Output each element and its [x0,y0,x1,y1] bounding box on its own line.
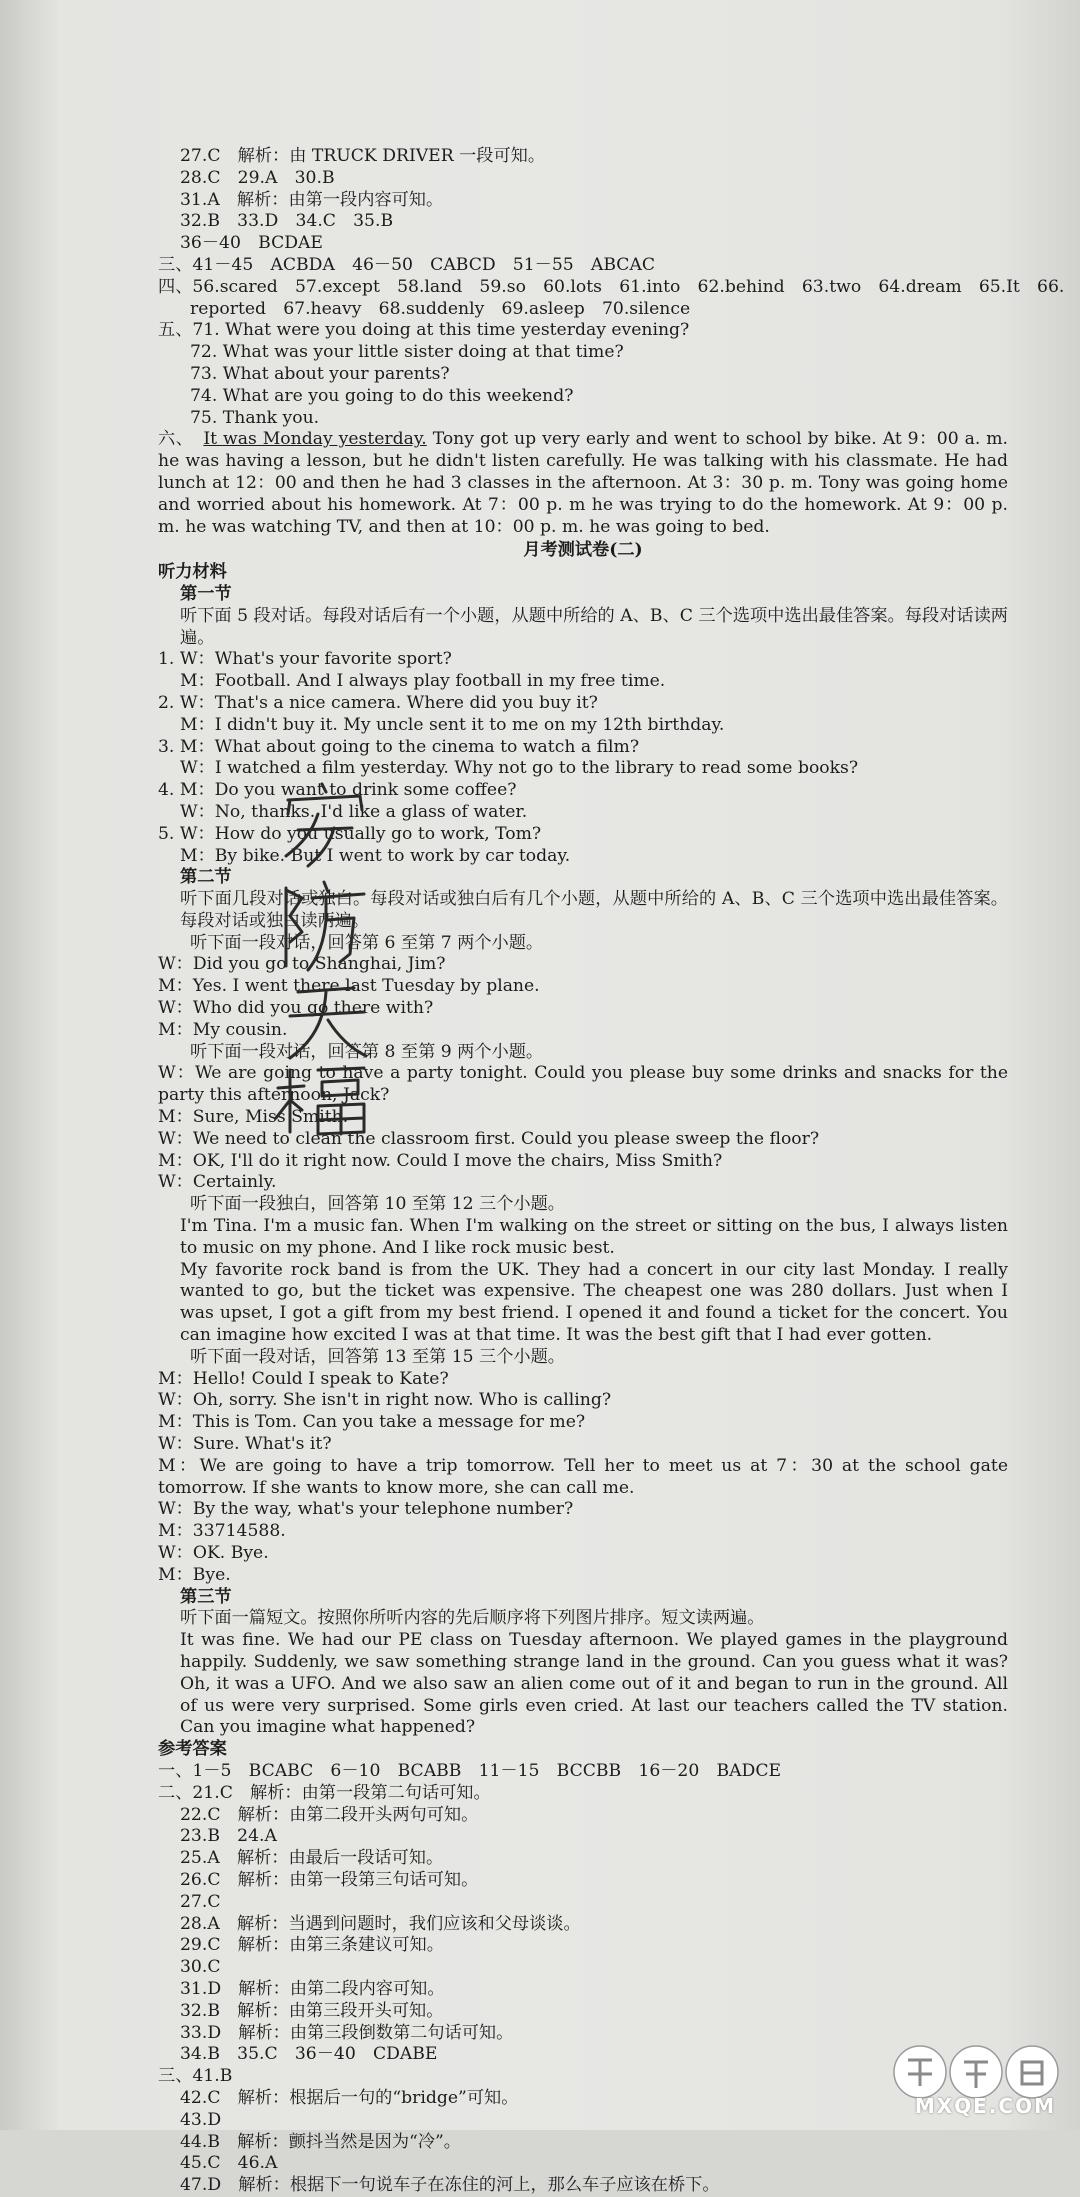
dialogue-line: M：OK, I'll do it right now. Could I move the chairs, Miss Smith? [158,1150,723,1171]
answer-key-line: 31.D 解析：由第二段内容可知。 [180,1978,445,1999]
answer-line: 72. What was your little sister doing at that time? [190,342,624,363]
question-instruction: 听下面一段对话，回答第 8 至第 9 两个小题。 [190,1041,544,1062]
monologue-paragraph: My favorite rock band is from the UK. They had a concert in our city last Monday. I really wanted to go, but the ticket was expensive. The cheapest one was 280 dollars. Just when I was upset, I got a gift from my best friend. I opened it and found a ticket for the concert. You can imagine how excited I was at that time. It was the best gift that I had ever gotten. [180,1259,1008,1346]
answer-column [158,146,1065,2197]
dialogue-line: W：Did you go to Shanghai, Jim? [158,954,446,975]
answer-line: 74. What are you going to do this weekend? [190,385,574,406]
answer-key-line: 43.D [180,2109,222,2130]
section2-dialogues [158,933,1008,1587]
dialogue-line: W：No, thanks. I'd like a glass of water. [180,801,528,822]
dialogue-line: W：We are going to have a party tonight. Could you please buy some drinks and snacks for the party this afternoon, Jack? [158,1063,1008,1106]
dialogue-line: W：Who did you go there with? [158,998,434,1019]
answer-line: 32.B 33.D 34.C 35.B [180,211,394,232]
dialogue-line: 2. W：That's a nice camera. Where did you buy it? [158,692,598,713]
writing-answer [158,429,1008,538]
question-instruction: 听下面一段独白，回答第 10 至第 12 三个小题。 [190,1194,565,1215]
answer-line: 73. What about your parents? [190,363,450,384]
answer-line: 四、56.scared 57.except 58.land 59.so 60.lots 61.into 62.behind 63.two 64.dream 65.It 66. [158,276,1065,297]
answer-key-line: 25.A 解析：由最后一段话可知。 [180,1848,444,1869]
answer-key-line: 42.C 解析：根据后一句的“bridge”可知。 [180,2087,519,2108]
dialogue-line: M：My cousin. [158,1019,288,1040]
section1-dialogues [158,649,1008,867]
answer-line: 三、41－45 ACBDA 46－50 CABCD 51－55 ABCAC [158,254,656,275]
dialogue-line: W：I watched a film yesterday. Why not go to the library to read some books? [180,758,859,779]
answer-key-line: 三、41.B [158,2066,233,2087]
answer-key-line: 29.C 解析：由第三条建议可知。 [180,1935,444,1956]
dialogue-line: M：This is Tom. Can you take a message for me? [158,1412,586,1433]
answer-key-line: 二、21.C 解析：由第一段第二句话可知。 [158,1782,491,1803]
answer-line: 31.A 解析：由第一段内容可知。 [180,189,444,210]
dialogue-line: 1. W：What's your favorite sport? [158,649,452,670]
writing-underlined-sentence: It was Monday yesterday. [203,429,427,450]
answer-key-line: 45.C 46.A [180,2153,278,2174]
watermark [880,2036,1070,2124]
answer-key-line: 28.A 解析：当遇到问题时，我们应该和父母谈谈。 [180,1913,581,1934]
answer-key-line: 23.B 24.A [180,1826,277,1847]
answer-key-line: 47.D 解析：根据下一句说车子在冻住的河上，那么车子应该在桥下。 [180,2175,720,2196]
section3-passage: It was fine. We had our PE class on Tuesday afternoon. We played games in the playground happily. Suddenly, we saw something strange land in the ground. Can you guess what it was? Oh, it was a UFO. And we also saw an alien come out of it and began to run in the ground. All of us were very surprised. Some girls even cried. At last our teachers called the TV station. Can you imagine what happened? [180,1630,1008,1738]
dialogue-line: W：We need to clean the classroom first. Could you please sweep the floor? [158,1128,820,1149]
dialogue-line: 5. W：How do you usually go to work, Tom? [158,823,542,844]
section1-intro: 听下面 5 段对话。每段对话后有一个小题，从题中所给的 A、B、C 三个选项中选出最佳答案。每段对话读两遍。 [180,605,1008,648]
answer-line: 五、71. What were you doing at this time yesterday evening? [158,320,690,341]
dialogue-line: M：By bike. But I went to work by car today. [180,845,571,866]
answer-key-line: 27.C [180,1891,221,1912]
question-instruction: 听下面一段对话，回答第 13 至第 15 三个小题。 [190,1346,565,1367]
answer-key-line: 22.C 解析：由第二段开头两句可知。 [180,1804,479,1825]
section3-intro: 听下面一篇短文。按照你所听内容的先后顺序将下列图片排序。短文读两遍。 [180,1608,765,1629]
answer-key-line: 32.B 解析：由第三段开头可知。 [180,2000,444,2021]
answer-line: 75. Thank you. [190,407,320,428]
dialogue-line: M：Football. And I always play football in my free time. [180,671,666,692]
monologue-paragraph: I'm Tina. I'm a music fan. When I'm walking on the street or sitting on the bus, I always listen to music on my phone. And I like rock music best. [180,1216,1008,1258]
answer-key-line: 44.B 解析：颤抖当然是因为“冷”。 [180,2131,461,2152]
dialogue-line: W：By the way, what's your telephone number? [158,1499,574,1520]
dialogue-line: M：I didn't buy it. My uncle sent it to me on my 12th birthday. [180,714,725,735]
dialogue-line: W：OK. Bye. [158,1543,269,1563]
previous-answers [158,146,1065,429]
dialogue-line: M：Hello! Could I speak to Kate? [158,1368,449,1389]
answers-heading: 参考答案 [158,1739,227,1760]
dialogue-line: M：Yes. I went there last Tuesday by plane. [158,976,540,997]
section1-title: 第一节 [180,583,232,604]
listening-heading: 听力材料 [158,562,227,583]
answer-key-line: 一、1－5 BCABC 6－10 BCABB 11－15 BCCBB 16－20 BADCE [158,1760,782,1781]
answer-line: 36－40 BCDAE [180,233,323,254]
answer-line: reported 67.heavy 68.suddenly 69.asleep 70.silence [190,298,691,319]
section3-title: 第三节 [180,1586,232,1607]
section2-title: 第二节 [180,867,232,888]
writing-body: Tony got up very early and went to school by bike. At 9：00 a. m. he was having a lesson, but he didn't listen carefully. He was talking with his classmate. He had lunch at 12：00 and then he had 3 classes in the afternoon. At 3：30 p. m. Tony was going home and worried about his homework. At 7：00 p. m he was trying to do the homework. At 9：00 p. m. he was watching TV, and then at 10：00 p. m. he was going to bed. [158,429,1008,537]
dialogue-line: W：Certainly. [158,1172,277,1193]
answer-key [158,1761,1008,2197]
dialogue-line: M：Sure, Miss Smith. [158,1107,349,1128]
answer-key-line: 30.C [180,1957,221,1978]
watermark-site: MXQE.COM [914,2094,1056,2118]
dialogue-line: W：Oh, sorry. She isn't in right now. Who is calling? [158,1390,612,1411]
question-instruction: 听下面一段对话，回答第 6 至第 7 两个小题。 [190,932,544,953]
dialogue-line: M：Bye. [158,1564,231,1585]
answer-line: 27.C 解析：由 TRUCK DRIVER 一段可知。 [180,146,546,166]
writing-label: 六、 [158,429,194,450]
dialogue-line: W：Sure. What's it? [158,1434,332,1455]
dialogue-line: 4. M：Do you want to drink some coffee? [158,780,517,801]
answer-line: 28.C 29.A 30.B [180,167,335,188]
dialogue-line: 3. M：What about going to the cinema to watch a film? [158,736,640,757]
dialogue-line: M：33714588. [158,1521,286,1542]
answer-key-line: 26.C 解析：由第一段第三句话可知。 [180,1869,479,1890]
answer-key-line: 33.D 解析：由第三段倒数第二句话可知。 [180,2022,514,2043]
section2-intro: 听下面几段对话或独白。每段对话或独白后有几个小题，从题中所给的 A、B、C 三个选项中选出最佳答案。每段对话或独白读两遍。 [180,889,1008,931]
test-title: 月考测试卷(二) [523,540,643,561]
answer-key-line: 34.B 35.C 36－40 CDABE [180,2044,438,2065]
dialogue-line: M：We are going to have a trip tomorrow. Tell her to meet us at 7：30 at the school gate tomorrow. If she wants to know more, she can call me. [158,1455,1008,1498]
